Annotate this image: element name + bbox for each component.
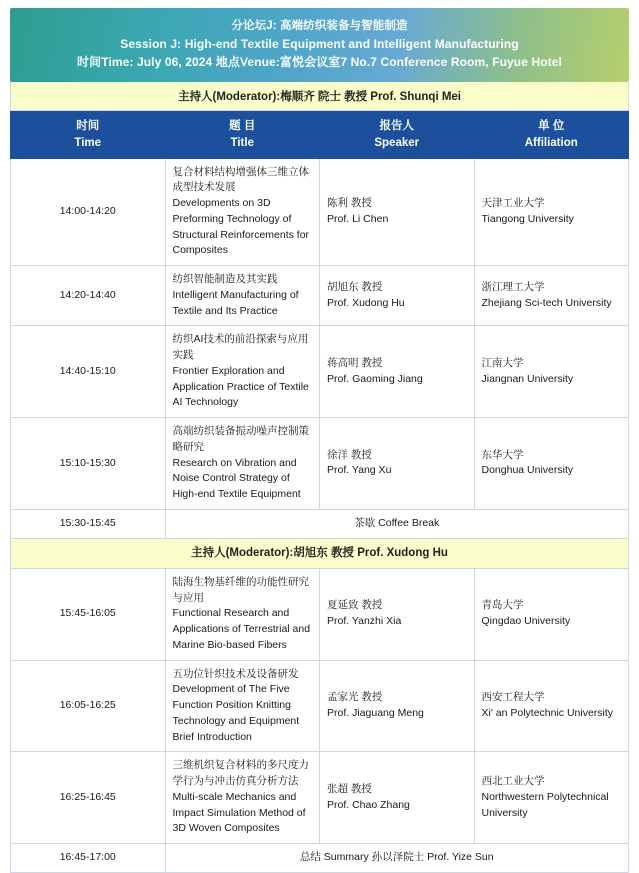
moderator-bar-second (11, 538, 629, 568)
cell-affiliation: 天津工业大学 Tiangong University (474, 158, 629, 266)
table-row (11, 326, 629, 418)
moderator-bar-first: 主持人(Moderator):梅顺齐 院士 教授 Prof. Shunqi Mei (10, 82, 629, 111)
cell-title: 复合材料结构增强体三维立体成型技术发展 Developments on 3D Preforming Technology of Structural Reinforcements for Composites (165, 158, 320, 266)
cell-speaker: 夏延致 教授 Prof. Yanzhi Xia (320, 568, 475, 660)
session-banner (10, 8, 629, 82)
column-header-affiliation: 单 位 Affiliation (474, 112, 629, 158)
cell-title: 纺织智能制造及其实践 Intelligent Manufacturing of Textile and Its Practice (165, 266, 320, 326)
column-header-time: 时间 Time (11, 112, 166, 158)
cell-time: 16:05-16:25 (11, 660, 166, 752)
banner-line-cn-title: 分论坛J: 高端纺织装备与智能制造 (231, 20, 408, 32)
cell-speaker: 陈利 教授 Prof. Li Chen (320, 158, 475, 266)
cell-time: 16:45-17:00 (11, 844, 166, 873)
cell-title: 纺织AI技术的前沿探索与应用实践 Frontier Exploration and Application Practice of Textile AI Technology (165, 326, 320, 418)
table-row (11, 752, 629, 844)
cell-affiliation: 青岛大学 Qingdao University (474, 568, 629, 660)
cell-speaker: 张超 教授 Prof. Chao Zhang (320, 752, 475, 844)
cell-summary-label: 总结 Summary 孙以泽院士 Prof. Yize Sun (165, 844, 629, 873)
table-row (11, 158, 629, 266)
cell-affiliation: 江南大学 Jiangnan University (474, 326, 629, 418)
cell-speaker: 孟家光 教授 Prof. Jiaguang Meng (320, 660, 475, 752)
cell-time: 16:25-16:45 (11, 752, 166, 844)
table-row (11, 660, 629, 752)
table-row (11, 568, 629, 660)
moderator-label: 主持人(Moderator):胡旭东 教授 Prof. Xudong Hu (11, 538, 629, 568)
cell-time: 14:00-14:20 (11, 158, 166, 266)
cell-title: 高端纺织装备振动噪声控制策略研究 Research on Vibration and Noise Control Strategy of High-end Textile Equipment (165, 418, 320, 510)
coffee-break-row (11, 509, 629, 538)
schedule-table (10, 111, 629, 873)
cell-break-label: 茶歇 Coffee Break (165, 509, 629, 538)
summary-row (11, 844, 629, 873)
cell-speaker: 徐洋 教授 Prof. Yang Xu (320, 418, 475, 510)
cell-title: 陆海生物基纤维的功能性研究与应用 Functional Research and Applications of Terrestrial and Marine Bio-based Fibers (165, 568, 320, 660)
cell-affiliation: 东华大学 Donghua University (474, 418, 629, 510)
banner-line-time-venue: 时间Time: July 06, 2024 地点Venue:富悦会议室7 No.7 Conference Room, Fuyue Hotel (77, 55, 562, 70)
cell-affiliation: 浙江理工大学 Zhejiang Sci-tech University (474, 266, 629, 326)
banner-line-en-title: Session J: High-end Textile Equipment and Intelligent Manufacturing (120, 37, 519, 52)
cell-time: 15:30-15:45 (11, 509, 166, 538)
cell-title: 五功位针织技术及设备研发 Development of The Five Function Position Knitting Technology and Equipment Brief Introduction (165, 660, 320, 752)
cell-affiliation: 西安工程大学 Xi' an Polytechnic University (474, 660, 629, 752)
cell-time: 15:45-16:05 (11, 568, 166, 660)
cell-speaker: 胡旭东 教授 Prof. Xudong Hu (320, 266, 475, 326)
column-header-speaker: 报告人 Speaker (320, 112, 475, 158)
cell-time: 14:40-15:10 (11, 326, 166, 418)
table-header-row (11, 112, 629, 158)
cell-time: 14:20-14:40 (11, 266, 166, 326)
cell-time: 15:10-15:30 (11, 418, 166, 510)
table-row (11, 418, 629, 510)
cell-speaker: 蒋高明 教授 Prof. Gaoming Jiang (320, 326, 475, 418)
cell-affiliation: 西北工业大学 Northwestern Polytechnical University (474, 752, 629, 844)
column-header-title: 题 目 Title (165, 112, 320, 158)
table-row (11, 266, 629, 326)
cell-title: 三维机织复合材料的多尺度力学行为与冲击仿真分析方法 Multi-scale Mechanics and Impact Simulation Method of 3D Woven Composites (165, 752, 320, 844)
